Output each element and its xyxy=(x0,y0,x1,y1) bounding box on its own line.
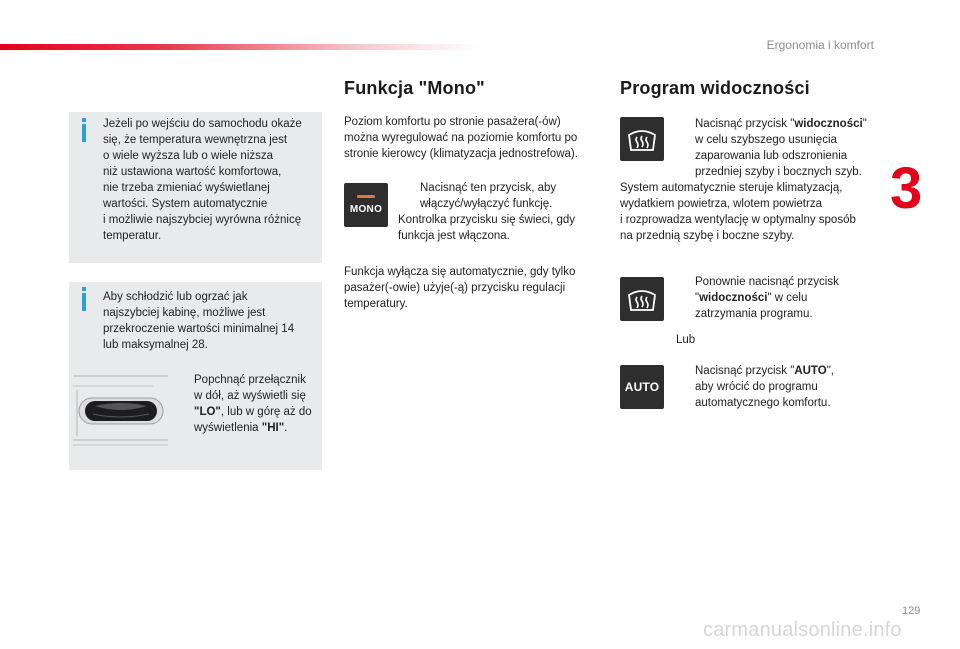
mono-intro: Poziom komfortu po stronie pasażera(-ów) można wyregulować na poziomie komfortu po stronie kierowcy (klimatyzacja jednostrefowa). xyxy=(344,116,578,160)
visibility-step-1: Nacisnąć przycisk "widoczności" w celu szybszego usunięcia zaparowania lub odszronienia przedniej szyby i bocznych szyb. xyxy=(695,118,867,178)
header-accent-bar xyxy=(0,44,480,50)
windscreen-defrost-icon xyxy=(626,285,658,313)
visibility-button[interactable] xyxy=(620,277,664,321)
mono-outro: Funkcja wyłącza się automatycznie, gdy tylko pasażer(-owie) użyje(-ą) przycisku regulacji temperatury. xyxy=(344,266,576,310)
mono-indicator-light xyxy=(357,195,375,198)
mono-step-note: Kontrolka przycisku się świeci, gdy funkcja jest włączona. xyxy=(398,214,576,242)
visibility-title: Program widoczności xyxy=(620,78,810,98)
push-instruction: Popchnąć przełącznik w dół, aż wyświetli się "LO", lub w górę aż do wyświetlenia "HI". xyxy=(194,374,312,434)
page-number: 129 xyxy=(902,605,921,617)
mono-step: Nacisnąć ten przycisk, aby włączyć/wyłączyć funkcję. xyxy=(420,182,557,210)
auto-button[interactable] xyxy=(620,365,664,409)
chapter-number: 3 xyxy=(890,156,923,221)
mono-title: Funkcja "Mono" xyxy=(344,78,485,98)
windscreen-defrost-icon xyxy=(626,125,658,153)
watermark: carmanualsonline.info xyxy=(703,619,902,641)
info-icon xyxy=(82,293,86,311)
mono-button-label: MONO xyxy=(349,204,383,215)
info-text-2: Aby schłodzić lub ogrzać jak najszybciej kabinę, możliwe jest przekroczenie wartości minimalnej 14 lub maksymalnej 28. xyxy=(103,291,295,351)
auto-step: Nacisnąć przycisk "AUTO", aby wrócić do programu automatycznego komfortu. xyxy=(695,365,834,409)
visibility-system-text: System automatycznie steruje klimatyzacją, wydatkiem powietrza, wlotem powietrza i rozprowadza wentylację w optymalny sposób na przednią szybę i boczne szyby. xyxy=(620,182,856,242)
temperature-switch-illustration xyxy=(73,370,168,448)
section-title: Ergonomia i komfort xyxy=(766,38,874,52)
visibility-step-2: Ponownie nacisnąć przycisk "widoczności" w celu zatrzymania programu. xyxy=(695,276,839,320)
or-label: Lub xyxy=(676,334,696,346)
info-text-1: Jeżeli po wejściu do samochodu okaże się, że temperatura wewnętrzna jest o wiele wyższa lub o wiele niższa niż ustawiona wartość komfortowa, nie trzeba zmieniać wyświetlanej wartości. System automatycznie i możliwie najszybciej wyrówna różnicę temperatur. xyxy=(103,118,302,242)
auto-button-label: AUTO xyxy=(624,380,660,394)
visibility-button[interactable] xyxy=(620,117,664,161)
info-icon xyxy=(82,124,86,142)
mono-button[interactable] xyxy=(344,183,388,227)
